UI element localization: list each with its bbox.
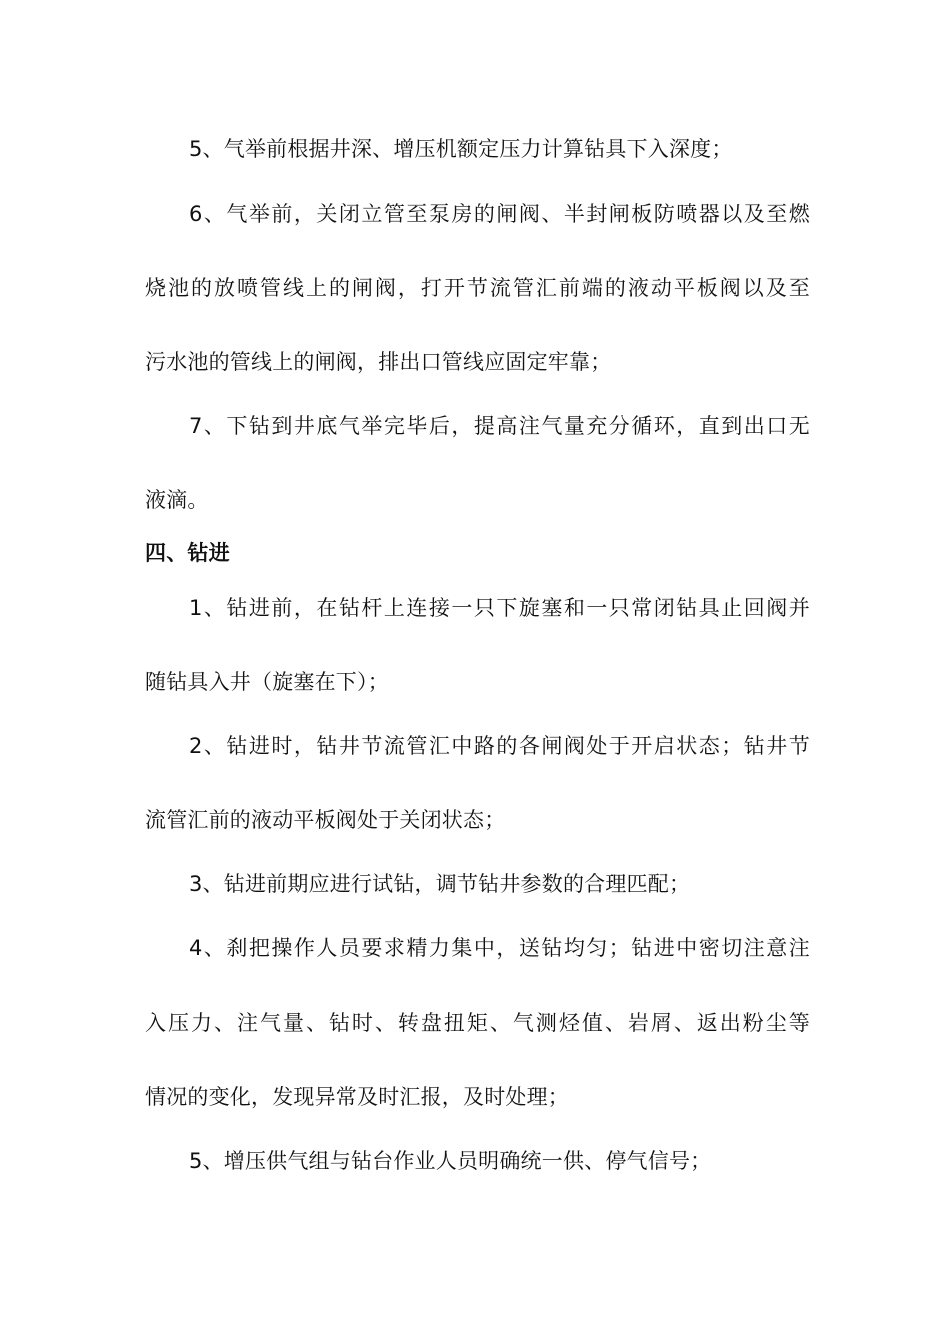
drilling-item-4-line-1: 4、刹把操作人员要求精力集中，送钻均匀；钻进中密切注意注 [189, 936, 810, 960]
paragraph-item-5-pressure: 5、气举前根据井深、增压机额定压力计算钻具下入深度； [189, 137, 733, 161]
paragraph-item-7-line-2: 液滴。 [145, 488, 209, 512]
paragraph-item-6-line-3: 污水池的管线上的闸阀，排出口管线应固定牢靠； [145, 350, 612, 374]
drilling-item-3: 3、钻进前期应进行试钻，调节钻井参数的合理匹配； [189, 872, 691, 896]
paragraph-item-6-line-2: 烧池的放喷管线上的闸阀，打开节流管汇前端的液动平板阀以及至 [145, 276, 810, 300]
section-heading-drilling: 四、钻进 [145, 541, 230, 565]
drilling-item-1-line-1: 1、钻进前，在钻杆上连接一只下旋塞和一只常闭钻具止回阀并 [189, 596, 810, 620]
drilling-item-1-line-2: 随钻具入井（旋塞在下）； [145, 670, 389, 694]
drilling-item-2-line-1: 2、钻进时，钻井节流管汇中路的各闸阀处于开启状态；钻井节 [189, 734, 810, 758]
drilling-item-4-line-2: 入压力、注气量、钻时、转盘扭矩、气测烃值、岩屑、返出粉尘等 [145, 1011, 810, 1035]
paragraph-item-7-line-1: 7、下钻到井底气举完毕后，提高注气量充分循环，直到出口无 [189, 414, 810, 438]
drilling-item-5: 5、增压供气组与钻台作业人员明确统一供、停气信号； [189, 1149, 712, 1173]
drilling-item-4-line-3: 情况的变化，发现异常及时汇报，及时处理； [145, 1085, 569, 1109]
drilling-item-2-line-2: 流管汇前的液动平板阀处于关闭状态； [145, 808, 506, 832]
paragraph-item-6-line-1: 6、气举前，关闭立管至泵房的闸阀、半封闸板防喷器以及至燃 [189, 202, 810, 226]
